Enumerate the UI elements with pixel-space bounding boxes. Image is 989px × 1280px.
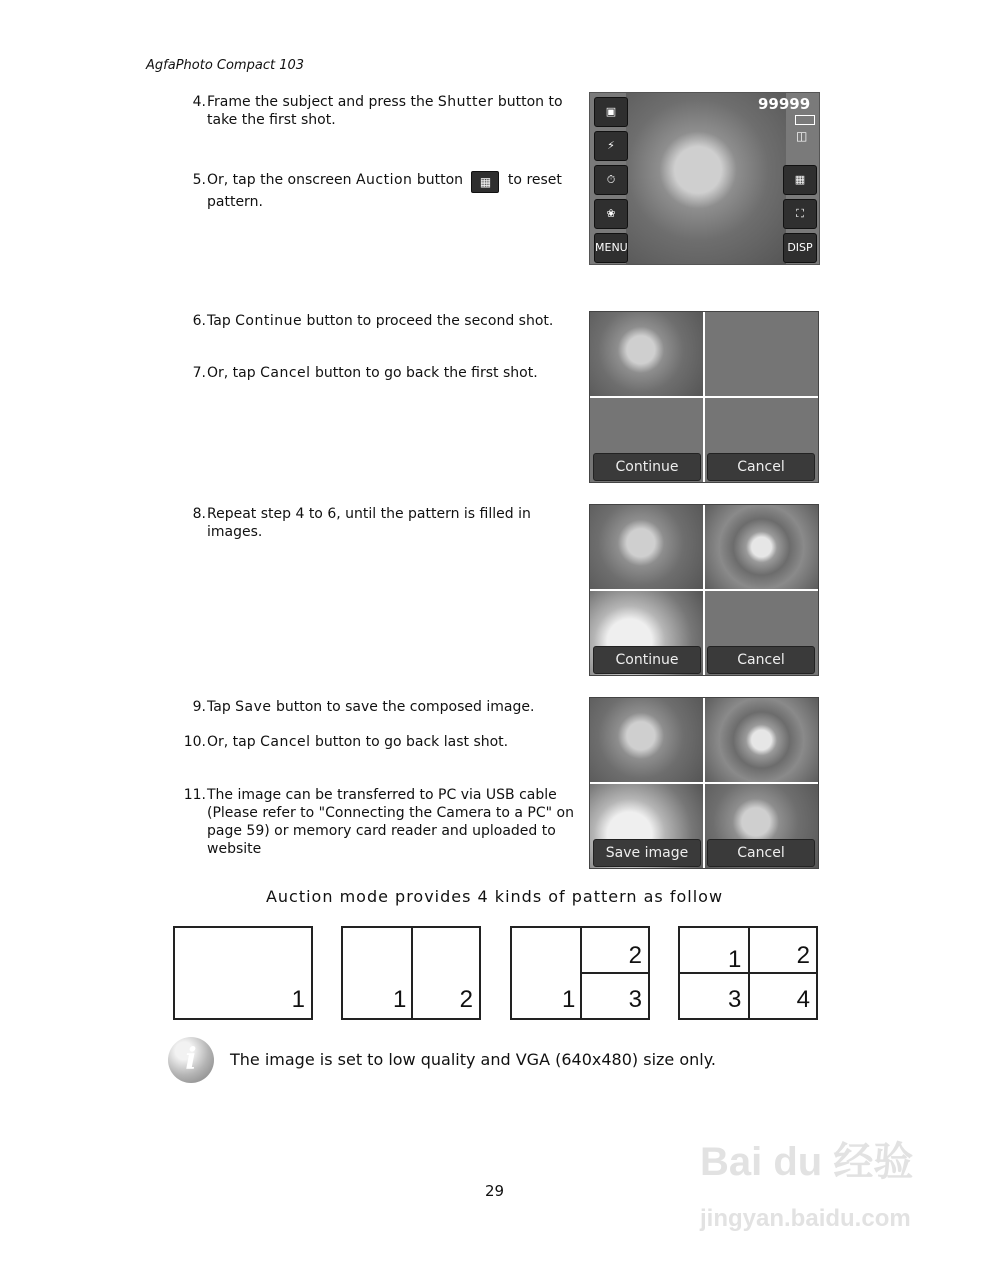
pattern-1-diagram [173, 926, 313, 1020]
disp-button[interactable]: DISP [783, 233, 817, 263]
key-label: Save [235, 699, 272, 715]
step-text: Frame the subject and press the [207, 94, 438, 110]
step-text: Repeat step 4 to 6, until the pattern is filled in images. [207, 506, 531, 540]
page-number: 29 [484, 1182, 505, 1200]
cell-number: 1 [291, 986, 305, 1013]
empty-cell [705, 312, 818, 396]
cell-number: 2 [628, 942, 642, 969]
cancel-button[interactable]: Cancel [707, 839, 815, 867]
pattern-screen-complete [589, 697, 819, 869]
cell-number: 1 [728, 946, 742, 973]
step-text: Tap [207, 313, 236, 329]
shot-counter: 99999 [758, 95, 811, 113]
subject-photo [626, 93, 786, 264]
step-number: 11. [183, 787, 206, 803]
step-text: button to save the composed image. [271, 699, 535, 715]
continue-button[interactable]: Continue [593, 646, 701, 674]
cancel-button[interactable]: Cancel [707, 646, 815, 674]
shot-1-photo [590, 698, 703, 782]
key-label: Cancel [260, 365, 311, 381]
key-label: Continue [235, 313, 303, 329]
cell-number: 2 [459, 986, 473, 1013]
macro-icon[interactable]: ❀ [594, 199, 628, 229]
pattern-screen-3of4 [589, 504, 819, 676]
shot-1-photo [590, 312, 703, 396]
cell-number: 2 [796, 942, 810, 969]
step-number: 10. [183, 734, 206, 750]
step-text: Or, tap [207, 365, 261, 381]
save-image-button[interactable]: Save image [593, 839, 701, 867]
step-text: Or, tap the onscreen [207, 172, 356, 188]
key-label: Shutter [437, 94, 494, 110]
shot-2-photo [705, 698, 818, 782]
divider [680, 972, 816, 974]
mode-icon[interactable]: ▣ [594, 97, 628, 127]
cell-number: 3 [628, 986, 642, 1013]
step-text: The image can be transferred to PC via USB cable (Please refer to "Connecting the Camera to a PC" on page 59) or memory card reader and uploaded to website [207, 787, 574, 857]
key-label: Cancel [260, 734, 311, 750]
pattern-2-diagram [341, 926, 481, 1020]
step-text: Tap [207, 699, 236, 715]
step-text: button to take the first shot. [207, 94, 563, 128]
cell-number: 3 [728, 986, 742, 1013]
step-text: Or, tap [207, 734, 261, 750]
battery-icon [795, 115, 815, 125]
key-label: Auction [355, 172, 413, 188]
divider [580, 972, 648, 974]
pattern-4-diagram [678, 926, 818, 1020]
step-number: 8. [192, 506, 206, 522]
camera-liveview-screen [589, 92, 820, 265]
step-number: 5. [192, 172, 206, 188]
continue-button[interactable]: Continue [593, 453, 701, 481]
step-number: 6. [192, 313, 206, 329]
divider [411, 928, 413, 1018]
pattern-caption: Auction mode provides 4 kinds of pattern as follow [265, 887, 724, 906]
step-number: 7. [192, 365, 206, 381]
flash-icon[interactable]: ⚡ [594, 131, 628, 161]
step-text: to reset pattern. [207, 172, 562, 210]
step-text: button to go back last shot. [310, 734, 509, 750]
step-number: 4. [192, 94, 206, 110]
cell-number: 1 [562, 986, 576, 1013]
info-icon: i [168, 1037, 214, 1083]
storage-icon: ◫ [796, 129, 808, 143]
watermark-url: jingyan.baidu.com [700, 1205, 911, 1232]
self-timer-icon[interactable]: ⏱ [594, 165, 628, 195]
pattern-3-diagram [510, 926, 650, 1020]
step-number: 9. [192, 699, 206, 715]
cell-number: 4 [796, 986, 810, 1013]
step-text: button to proceed the second shot. [302, 313, 554, 329]
shot-1-photo [590, 505, 703, 589]
note-text: The image is set to low quality and VGA (640x480) size only. [230, 1050, 716, 1069]
shot-2-photo [705, 505, 818, 589]
auction-grid-icon: ▦ [471, 171, 499, 193]
watermark-logo: Bai du 经验 [700, 1140, 914, 1184]
document-header: AgfaPhoto Compact 103 [146, 58, 305, 73]
cancel-button[interactable]: Cancel [707, 453, 815, 481]
pattern-screen-1of4 [589, 311, 819, 483]
menu-button[interactable]: MENU [594, 233, 628, 263]
focus-frame-button[interactable]: ⛶ [783, 199, 817, 229]
step-text: button to go back the first shot. [310, 365, 538, 381]
cell-number: 1 [393, 986, 407, 1013]
auction-button[interactable]: ▦ [783, 165, 817, 195]
step-text: button [412, 172, 468, 188]
